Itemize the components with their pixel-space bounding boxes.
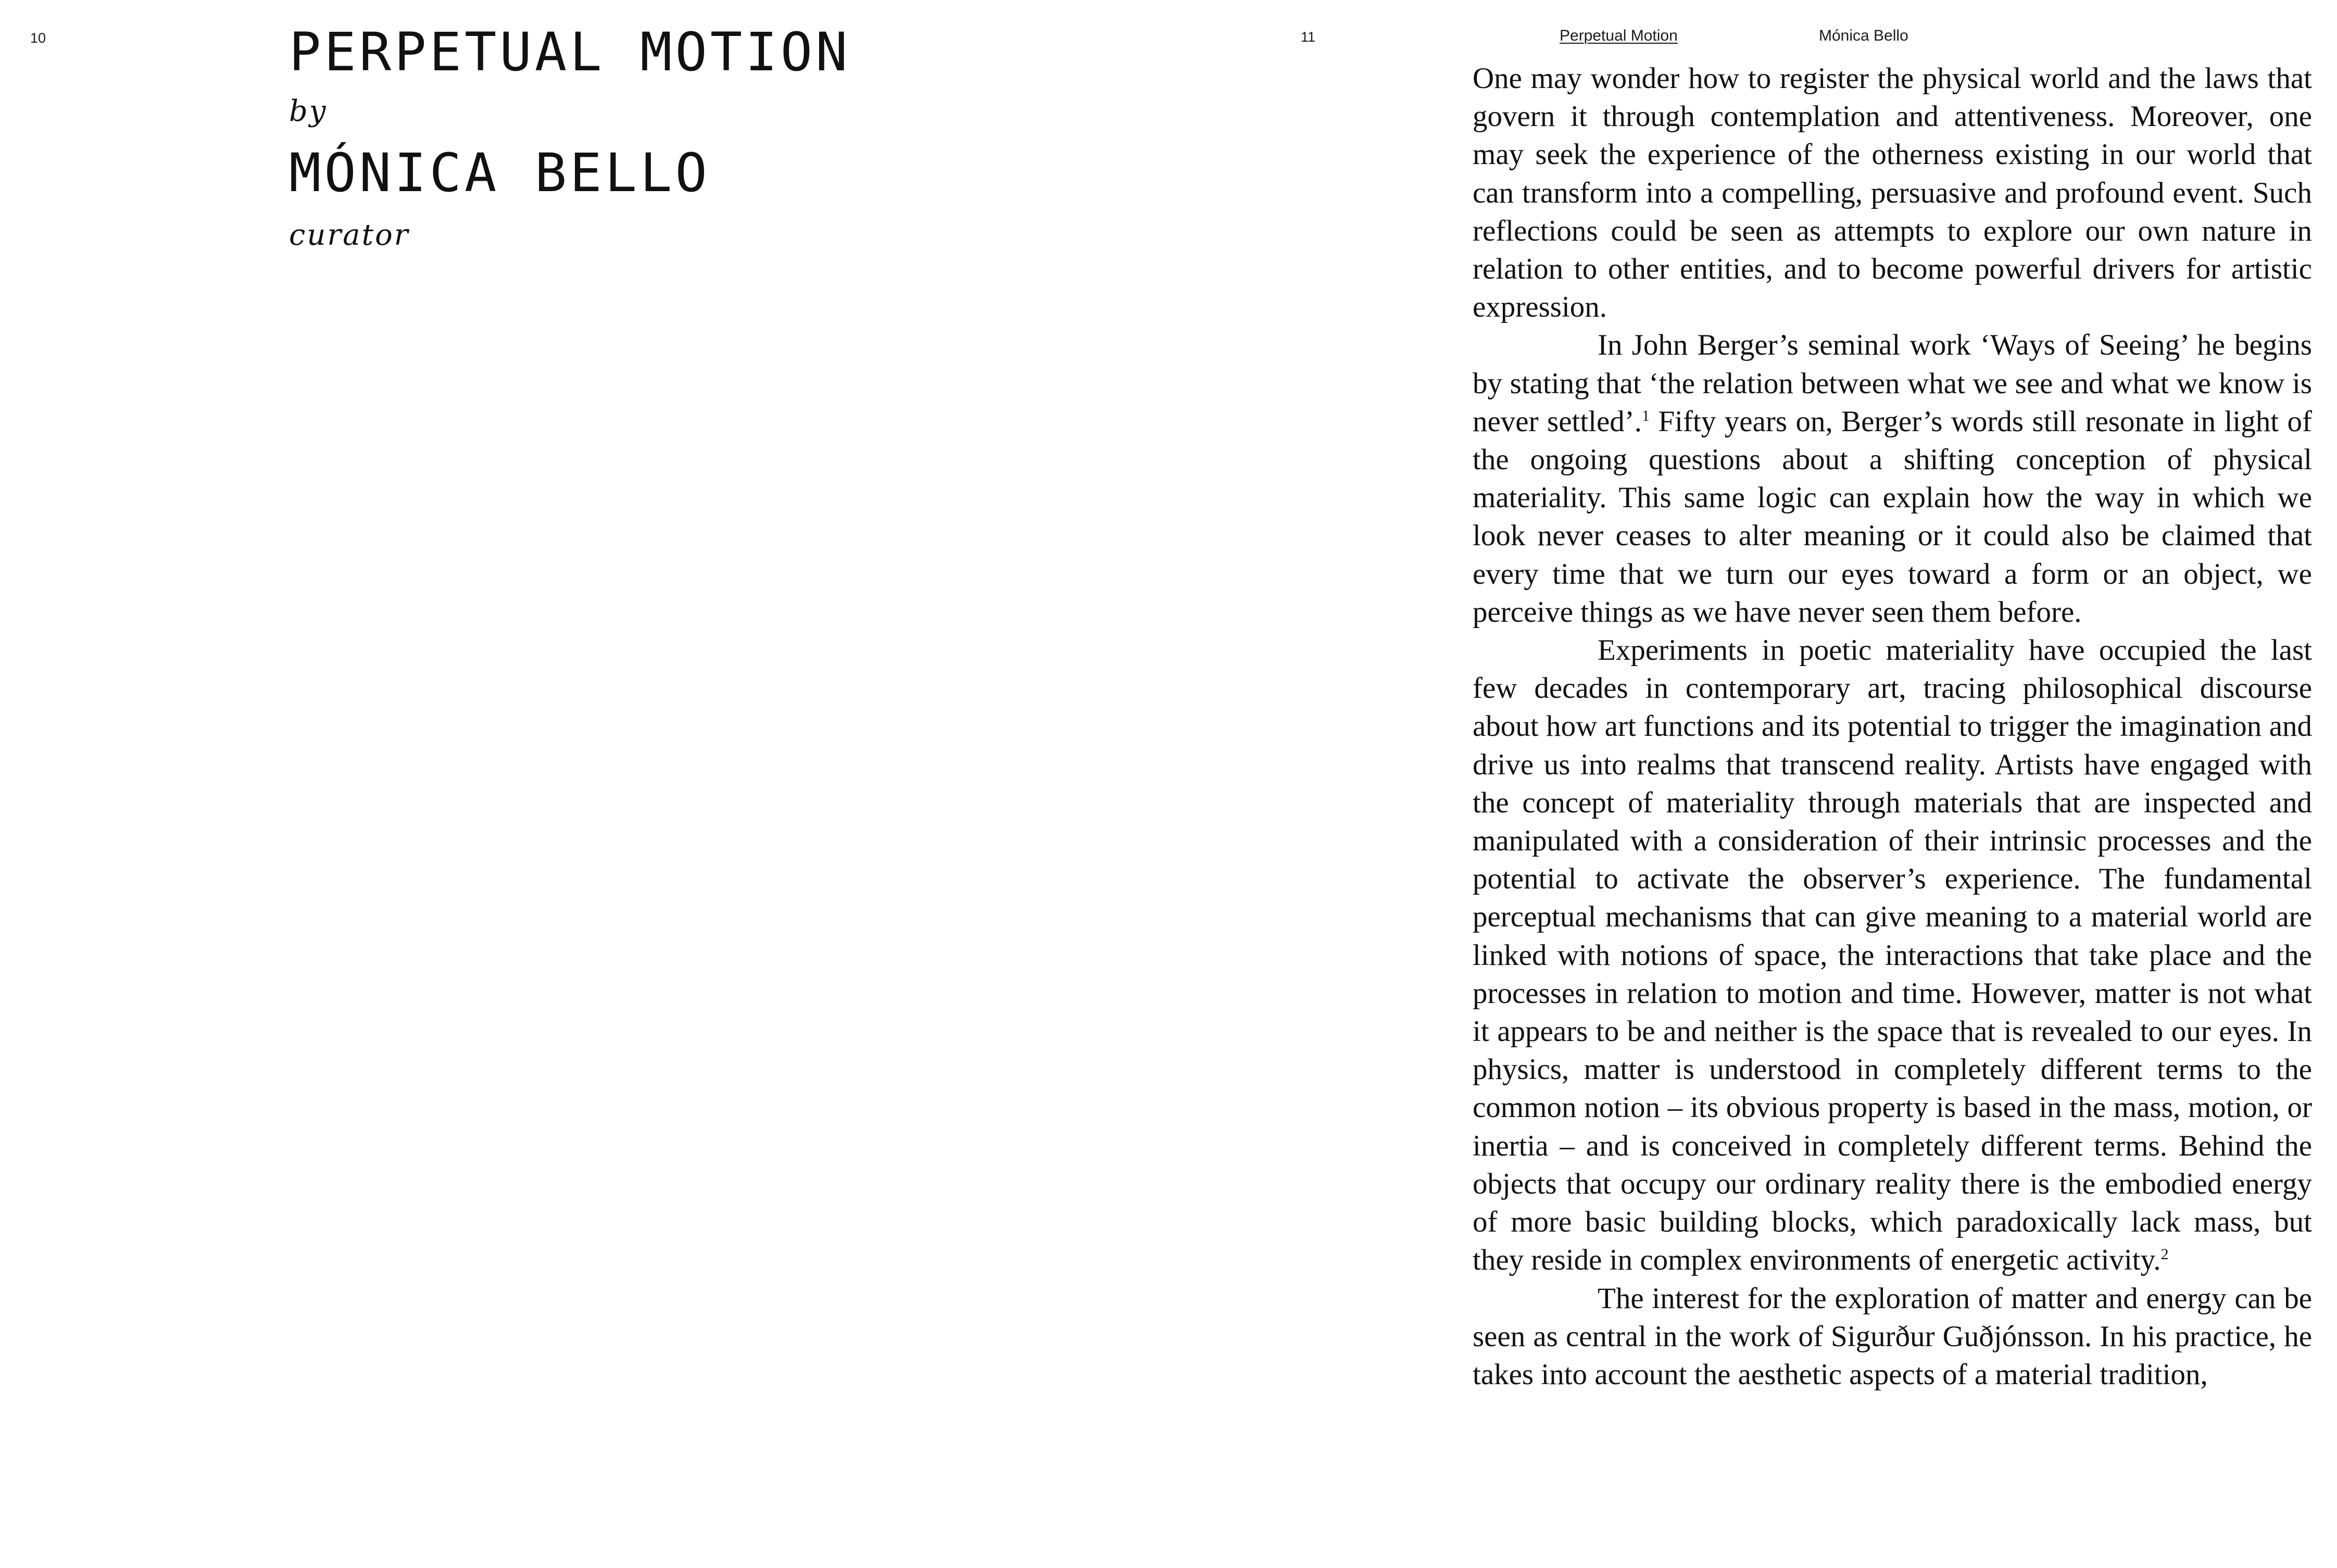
paragraph-text: In John Berger’s seminal work ‘Ways of Seeing’ he begins by stating that ‘the relation between what we see and what we know is never settled’. (1473, 329, 2312, 438)
paragraph-text: Experiments in poetic materiality have occupied the last few decades in contemporary art, tracing philosophical discourse about how art functions and its potential to trigger the imagination and drive us into realms that transcend reality. Artists have engaged with the concept of materiality through materials that are inspected and manipulated with a consideration of their intrinsic processes and the potential to activate the observer’s experience. The fundamental perceptual mechanisms that can give meaning to a material world are linked with notions of space, the interactions that take place and the processes in relation to motion and time. However, matter is not what it appears to be and neither is the space that is revealed to our eyes. In physics, matter is understood in completely different terms to the common notion – its obvious property is based in the mass, motion, or inertia – and is conceived in completely different terms. Behind the objects that occupy our ordinary reality there is the embodied energy of more basic building blocks, which paradoxically lack mass, but they reside in complex environments of energetic activity. (1473, 634, 2312, 1277)
author-name: MÓNICA BELLO (289, 142, 710, 204)
byline-by: by (289, 94, 328, 128)
paragraph-text: Fifty years on, Berger’s words still resonate in light of the ongoing questions about a shifting conception of physical materiality. This same logic can explain how the way in which we look never ceases to alter meaning or it could also be claimed that every time that we turn our eyes toward a form or an object, we perceive things as we have never seen them before. (1473, 405, 2312, 629)
footnote-marker: 2 (2160, 1246, 2169, 1263)
paragraph-text: The interest for the exploration of matter and energy can be seen as central in the work of Sigurður Guðjónsson. In his practice, he takes into account the aesthetic aspects of a material tradition, (1473, 1282, 2312, 1391)
paragraph (1473, 326, 2312, 631)
paragraph-text: One may wonder how to register the physical world and the laws that govern it through contemplation and attentiveness. Moreover, one may seek the experience of the otherness existing in our world that can transform into a compelling, persuasive and profound event. Such reflections could be seen as attempts to explore our own nature in relation to other entities, and to become powerful drivers for artistic expression. (1473, 62, 2312, 324)
page-number-left: 10 (30, 30, 46, 46)
author-role: curator (289, 218, 410, 252)
essay-body (1473, 59, 2312, 1394)
page-number-right: 11 (1301, 29, 1316, 45)
title-block (289, 21, 1278, 250)
paragraph (1473, 631, 2312, 1279)
footnote-marker: 1 (1642, 407, 1650, 424)
essay-title: PERPETUAL MOTION (289, 21, 851, 83)
running-head-author: Mónica Bello (1819, 27, 1908, 44)
paragraph (1473, 59, 2312, 326)
paragraph (1473, 1280, 2312, 1394)
running-head-section: Perpetual Motion (1560, 27, 1678, 44)
